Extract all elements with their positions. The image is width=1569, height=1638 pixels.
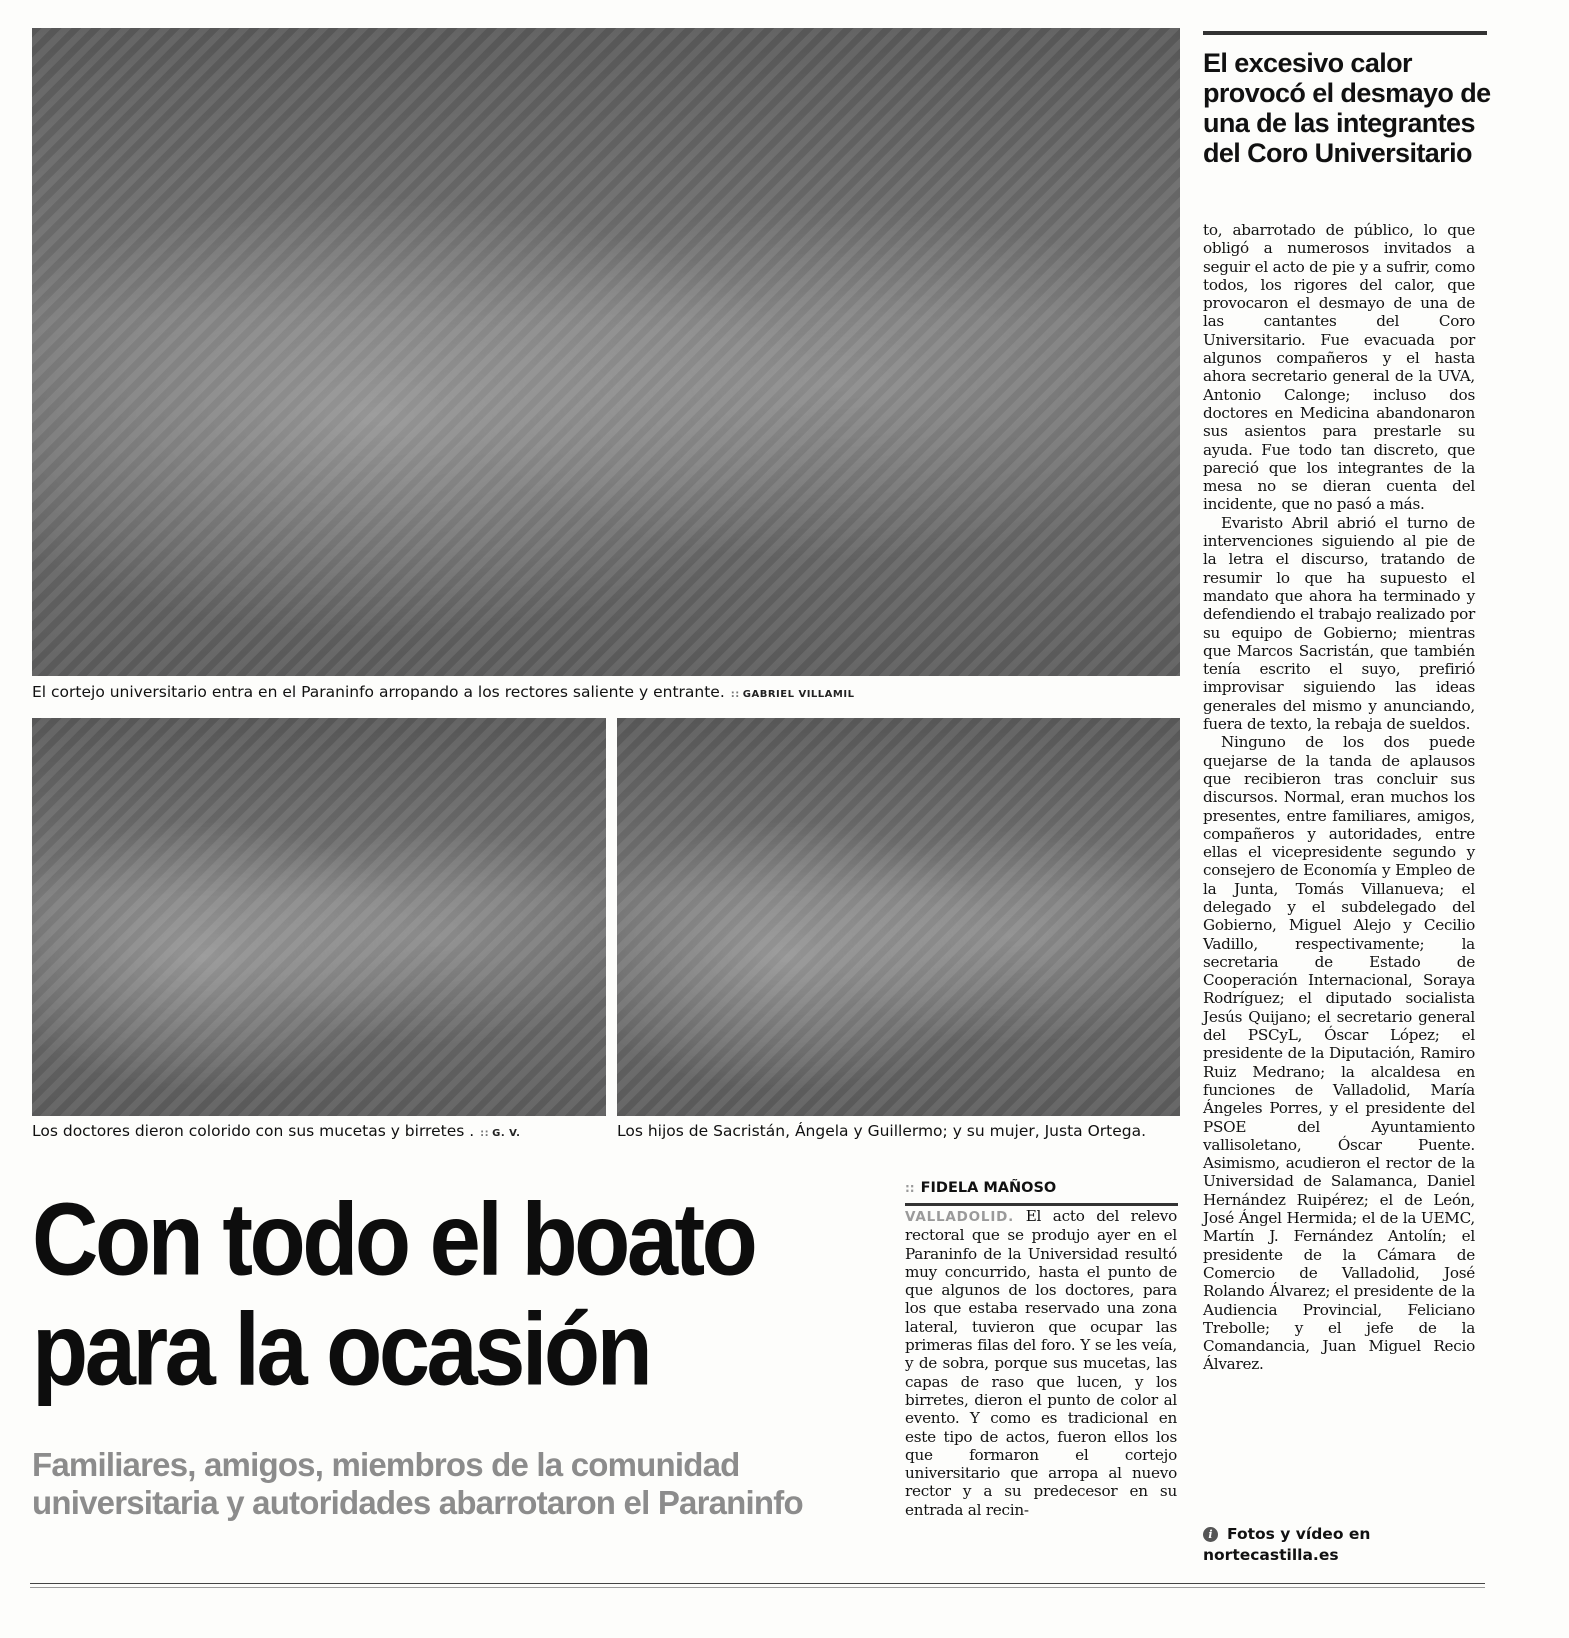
main-photo-caption-text: El cortejo universitario entra en el Paraninfo arropando a los rectores saliente y entrante.	[32, 683, 725, 701]
doctors-photo-credit: :: G. V.	[480, 1128, 521, 1139]
body-paragraph: Evaristo Abril abrió el turno de intervenciones siguiendo al pie de la letra el discurso, tratando de resumir lo que ha supuesto el mandato que ahora ha terminado y defendiendo el trabajo realizado por su equipo de Gobierno; mientras que Marcos Sacristán, que también tenía escrito el suyo, prefirió improvisar siguiendo las ideas generales del mismo y anunciando, fuera de texto, la rebaja de sueldos.	[1203, 513, 1475, 734]
byline-rule	[905, 1203, 1178, 1206]
body-paragraph: Ninguno de los dos puede quejarse de la tanda de aplausos que recibieron tras concluir sus discursos. Normal, eran muchos los presentes, entre familiares, amigos, compañeros y autoridades, entre ellas el vicepresidente segundo y consejero de Economía y Empleo de la Junta, Tomás Villanueva; el delegado y el subdelegado del Gobierno, Miguel Alejo y Cecilio Vadillo, respectivamente; la secretaria de Estado de Cooperación Internacional, Soraya Rodríguez; el diputado socialista Jesús Quijano; el secretario general del PSCyL, Óscar López; el presidente de la Diputación, Ramiro Ruiz Medrano; la alcaldesa en funciones de Valladolid, María Ángeles Porres, y el presidente del PSOE del Ayuntamiento vallisoletano, Óscar Puente. Asimismo, acudieron el rector de la Universidad de Salamanca, Daniel Hernández Ruipérez; el de León, José Ángel Hermida; el de la UEMC, Martín J. Fernández Antolín; el presidente de la Cámara de Comercio de Valladolid, José Rolando Álvarez; el presidente de la Audiencia Provincial, Feliciano Trebolle; y el jefe de la Comandancia, Juan Miguel Recio Álvarez.	[1203, 733, 1475, 1374]
sidebar-headline	[1203, 48, 1493, 168]
main-photo-credit-text: GABRIEL VILLAMIL	[742, 689, 855, 700]
main-photo	[32, 28, 1180, 676]
sidebar-headline-line: provocó el desmayo de	[1203, 78, 1491, 108]
doctors-photo-credit-text: G. V.	[492, 1128, 521, 1139]
family-photo	[617, 718, 1180, 1116]
sidebar-headline-line: El excesivo calor	[1203, 48, 1412, 78]
article-subhead-line: Familiares, amigos, miembros de la comunidad	[32, 1446, 740, 1483]
dateline: VALLADOLID.	[905, 1209, 1015, 1225]
sidebar-headline-line: una de las integrantes	[1203, 108, 1475, 138]
main-photo-credit: :: GABRIEL VILLAMIL	[730, 689, 855, 700]
info-icon: i	[1203, 1527, 1218, 1542]
doctors-photo-caption-text: Los doctores dieron colorido con sus mucetas y birretes .	[32, 1122, 475, 1140]
bottom-rule	[30, 1583, 1485, 1584]
main-photo-caption	[32, 683, 854, 701]
article-subhead-line: universitaria y autoridades abarrotaron el Paraninfo	[32, 1484, 803, 1521]
promo-line-1: Fotos y vídeo en	[1227, 1525, 1371, 1543]
online-promo[interactable]	[1203, 1524, 1473, 1566]
sidebar-headline-line: del Coro Universitario	[1203, 138, 1472, 168]
byline-author: FIDELA MAÑOSO	[920, 1180, 1057, 1196]
byline: :: FIDELA MAÑOSO	[905, 1180, 1057, 1196]
article-headline	[32, 1182, 892, 1407]
doctors-photo-caption	[32, 1122, 520, 1140]
bottom-rule-secondary	[30, 1587, 1485, 1588]
doctors-photo	[32, 718, 606, 1116]
sidebar-rule	[1203, 31, 1487, 35]
promo-link[interactable]: nortecastilla.es	[1203, 1546, 1339, 1564]
body-column-right	[1203, 221, 1475, 1374]
body-lead: El acto del relevo rectoral que se produjo ayer en el Paraninfo de la Universidad resultó muy concurrido, hasta el punto de que algunos de los doctores, para los que estaba reservado una zona lateral, tuvieron que ocupar las primeras filas del foro. Y se les veía, y de sobra, porque sus mucetas, las capas de raso que lucen, y los birretes, dieron el punto de color al evento. Y como es tradicional en este tipo de actos, fueron ellos los que formaron el cortejo universitario que arropa al nuevo rector y a su predecesor en su entrada al recin-	[905, 1207, 1178, 1519]
body-paragraph: to, abarrotado de público, lo que obligó a numerosos invitados a seguir el acto de pie y a sufrir, como todos, los rigores del calor, que provocaron el desmayo de una de las cantantes del Coro Universitario. Fue evacuada por algunos compañeros y el hasta ahora secretario general de la UVA, Antonio Calonge; incluso dos doctores en Medicina abandonaron sus asientos para prestarle su ayuda. Fue todo tan discreto, que pareció que los integrantes de la mesa no se dieran cuenta del incidente, que no pasó a más.	[1203, 221, 1475, 514]
article-headline-line: para la ocasión	[32, 1292, 650, 1407]
family-photo-caption-text: Los hijos de Sacristán, Ángela y Guillermo; y su mujer, Justa Ortega.	[617, 1122, 1147, 1140]
article-subhead	[32, 1446, 892, 1522]
article-headline-line: Con todo el boato	[32, 1182, 755, 1297]
family-photo-caption	[617, 1122, 1146, 1140]
body-column-left	[905, 1207, 1177, 1519]
